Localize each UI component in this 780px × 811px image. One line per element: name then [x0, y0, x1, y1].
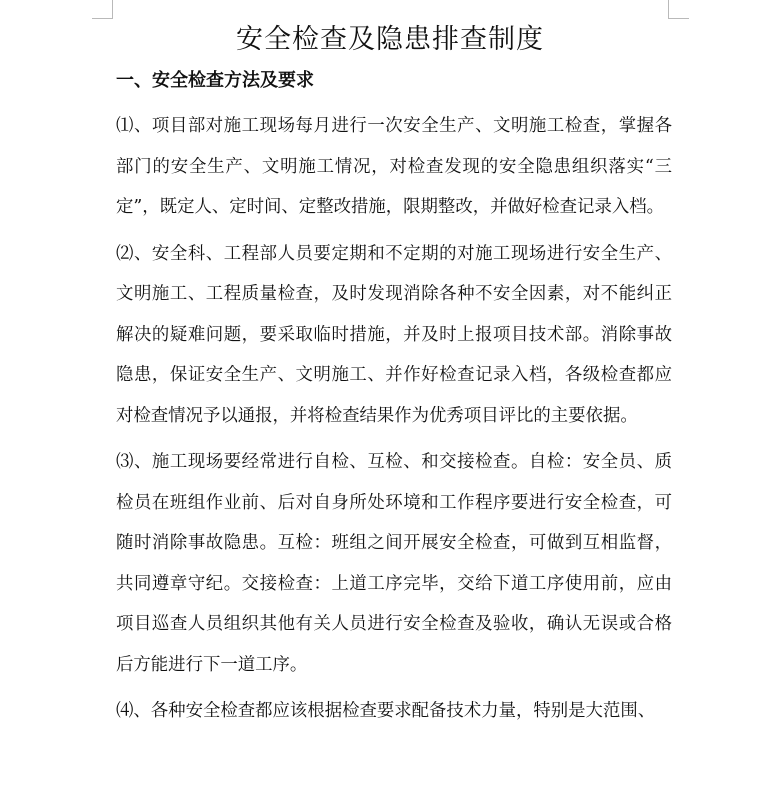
paragraph-1: ⑴、项目部对施工现场每月进行一次安全生产、文明施工检查，掌握各部门的安全生产、文明施工情况，对检查发现的安全隐患组织落实“三定”，既定人、定时间、定整改措施，限期整改，并做好检查记录入档。: [116, 116, 672, 217]
document-title: 安全检查及隐患排查制度: [236, 24, 544, 55]
paragraph-2: ⑵、安全科、工程部人员要定期和不定期的对施工现场进行安全生产、文明施工、工程质量检查，及时发现消除各种不安全因素，对不能纠正解决的疑难问题，要采取临时措施，并及时上报项目技术部。消除事故隐患，保证安全生产、文明施工、并作好检查记录入档，各级检查都应对检查情况予以通报，并将检查结果作为优秀项目评比的主要依据。: [116, 243, 672, 426]
paragraph-3: ⑶、施工现场要经常进行自检、互检、和交接检查。自检：安全员、质检员在班组作业前、后对自身所处环境和工作程序要进行安全检查，可随时消除事故隐患。互检：班组之间开展安全检查，可做到互相监督，共同遵章守纪。交接检查：上道工序完毕，交给下道工序使用前，应由项目巡查人员组织其他有关人员进行安全检查及验收，确认无误或合格后方能进行下一道工序。: [116, 452, 672, 675]
margin-corner-mark-left: [92, 0, 113, 19]
section-heading: 一、安全检查方法及要求: [116, 70, 314, 91]
document-body: [116, 106, 672, 738]
margin-corner-mark-right: [668, 0, 689, 19]
paragraph-4: ⑷、各种安全检查都应该根据检查要求配备技术力量，特别是大范围、: [116, 701, 656, 721]
